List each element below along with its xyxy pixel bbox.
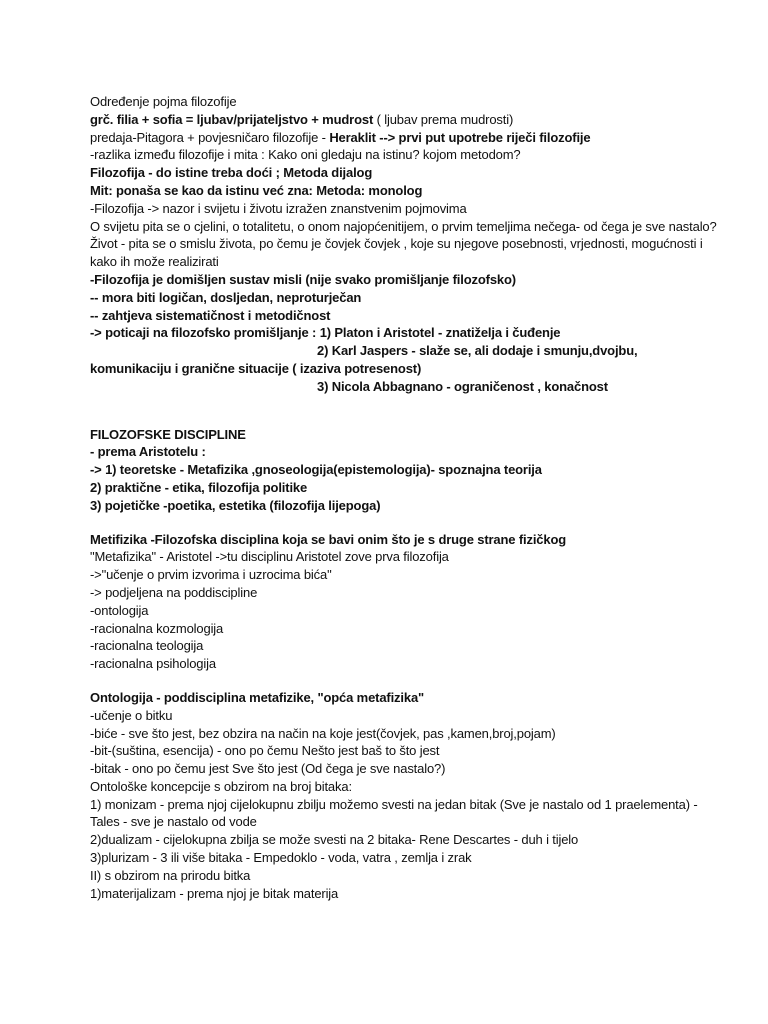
text-line: ->"učenje o prvim izvorima i uzrocima bića" bbox=[90, 567, 332, 583]
section-title-discipline: FILOZOFSKE DISCIPLINE bbox=[90, 426, 246, 442]
text-line bbox=[90, 129, 730, 147]
text-line-bold: Mit: ponaša se kao da istinu već zna: Metoda: monolog bbox=[90, 182, 423, 198]
text-line: -Filozofija -> nazor i svijetu i životu izražen znanstvenim pojmovima bbox=[90, 200, 467, 216]
text-line bbox=[90, 111, 730, 129]
text-line-bold: -Filozofija je domišljen sustav misli (nije svako promišljanje filozofsko) bbox=[90, 271, 516, 287]
text-line: -> podjeljena na poddiscipline bbox=[90, 584, 258, 600]
text-paragraph: Život - pita se o smislu života, po čemu je čovjek čovjek , koje su njegove posebnosti, vrjednosti, mogućnosti i kako ih može realizirati bbox=[90, 236, 703, 270]
text-line-bold: -> 1) teoretske - Metafizika ,gnoseologija(epistemologija)- spoznajna teorija bbox=[90, 462, 542, 478]
plain-text: predaja-Pitagora + povjesničaro filozofije - bbox=[90, 129, 330, 145]
text-line-bold-indented: 3) Nicola Abbagnano - ograničenost , konačnost bbox=[317, 378, 608, 394]
text-paragraph: 1) monizam - prema njoj cijelokupnu zbilju možemo svesti na jedan bitak (Sve je nastalo od 1 praelementa) - Tales - sve je nastalo od vode bbox=[90, 796, 698, 830]
text-line: -razlika između filozofije i mita : Kako oni gledaju na istinu? kojom metodom? bbox=[90, 147, 521, 163]
bold-text: Heraklit --> prvi put upotrebe riječi filozofije bbox=[329, 129, 591, 145]
text-paragraph: O svijetu pita se o cjelini, o totalitetu, o onom najopćenitijem, o prvim temeljima nečega- od čega je sve nastalo? bbox=[90, 218, 717, 234]
text-line-bold: Filozofija - do istine treba doći ; Metoda dijalog bbox=[90, 165, 373, 181]
section-spacer bbox=[90, 515, 730, 531]
text-line: II) s obzirom na prirodu bitka bbox=[90, 867, 251, 883]
list-item: -racionalna kozmologija bbox=[90, 620, 224, 636]
section-title-ontologija: Ontologija - poddisciplina metafizike, "opća metafizika" bbox=[90, 689, 425, 705]
list-item: -racionalna teologija bbox=[90, 638, 204, 654]
text-line-bold: 3) pojetičke -poetika, estetika (filozofija lijepoga) bbox=[90, 497, 381, 513]
bold-text: grč. filia + sofia = ljubav/prijateljstvo + mudrost bbox=[90, 111, 374, 127]
text-line: Ontološke koncepcije s obzirom na broj bitaka: bbox=[90, 778, 352, 794]
text-line-bold: komunikaciju i granične situacije ( izaziva potresenost) bbox=[90, 360, 422, 376]
section-title-filozofija: Određenje pojma filozofije bbox=[90, 94, 237, 109]
text-line: -bit-(suština, esencija) - ono po čemu Nešto jest baš to što jest bbox=[90, 743, 440, 759]
text-line: -bitak - ono po čemu jest Sve što jest (Od čega je sve nastalo?) bbox=[90, 761, 446, 777]
text-line-bold-indented: 2) Karl Jaspers - slaže se, ali dodaje i smunju,dvojbu, bbox=[317, 343, 638, 359]
text-line-bold: - prema Aristotelu : bbox=[90, 444, 206, 460]
text-line-bold: -> poticaji na filozofsko promišljanje : 1) Platon i Aristotel - znatiželja i čuđenje bbox=[90, 325, 561, 341]
list-item: -racionalna psihologija bbox=[90, 656, 216, 672]
plain-text: ( ljubav prema mudrosti) bbox=[373, 111, 514, 127]
section-title-metafizika: Metifizika -Filozofska disciplina koja se bavi onim što je s druge strane fizičkog bbox=[90, 531, 567, 547]
text-line: -biće - sve što jest, bez obzira na način na koje jest(čovjek, pas ,kamen,broj,pojam) bbox=[90, 725, 556, 741]
text-line: "Metafizika" - Aristotel ->tu disciplinu Aristotel zove prva filozofija bbox=[90, 549, 449, 565]
text-line-bold: -- zahtjeva sistematičnost i metodičnost bbox=[90, 307, 331, 323]
text-line-bold: 2) praktične - etika, filozofija politike bbox=[90, 479, 308, 495]
text-line: -učenje o bitku bbox=[90, 707, 173, 723]
text-line-bold: -- mora biti logičan, dosljedan, neproturječan bbox=[90, 289, 362, 305]
section-spacer bbox=[90, 396, 730, 426]
text-line: 2)dualizam - cijelokupna zbilja se može svesti na 2 bitaka- Rene Descartes - duh i tijelo bbox=[90, 832, 579, 848]
text-line: 1)materijalizam - prema njoj je bitak materija bbox=[90, 885, 339, 901]
section-spacer bbox=[90, 673, 730, 689]
text-line: 3)plurizam - 3 ili više bitaka - Empedoklo - voda, vatra , zemlja i zrak bbox=[90, 850, 472, 866]
list-item: -ontologija bbox=[90, 602, 149, 618]
document-text bbox=[90, 93, 730, 902]
